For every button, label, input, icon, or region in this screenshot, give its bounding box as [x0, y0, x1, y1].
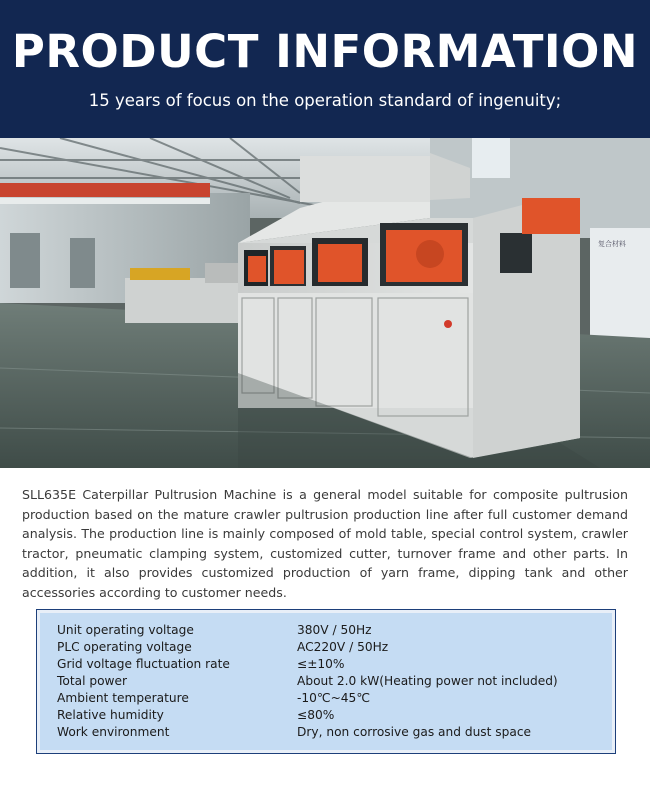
page-subtitle: 15 years of focus on the operation standard of ingenuity;	[88, 91, 562, 110]
spec-name: Total power	[57, 674, 128, 688]
spec-value: AC220V / 50Hz	[297, 640, 389, 654]
spec-value: ≤±10%	[297, 657, 345, 671]
spec-value: -10℃~45℃	[297, 691, 371, 705]
spec-name: Grid voltage fluctuation rate	[57, 657, 230, 671]
machine-photo	[0, 138, 650, 468]
spec-value: About 2.0 kW(Heating power not included)	[297, 674, 558, 688]
product-description: SLL635E Caterpillar Pultrusion Machine is a general model suitable for composite pultrusion production based on the mature crawler pultrusion production line after full customer demand analysis. The production line is mainly composed of mold table, special control system, crawler tractor, pneumatic clamping system, customized cutter, turnover frame and other parts. In addition, it also provides customized production of yarn frame, dipping tank and other accessories according to customer needs.	[22, 487, 628, 600]
spec-value: Dry, non corrosive gas and dust space	[297, 725, 532, 739]
spec-name: Ambient temperature	[57, 691, 189, 705]
specs-table	[36, 609, 616, 754]
background-sign: 复合材料	[598, 240, 626, 248]
spec-name: Work environment	[57, 725, 170, 739]
spec-value: ≤80%	[297, 708, 335, 722]
spec-name: Unit operating voltage	[57, 623, 194, 637]
header-banner	[0, 0, 650, 138]
spec-value: 380V / 50Hz	[297, 623, 372, 637]
spec-name: PLC operating voltage	[57, 640, 192, 654]
page-title: PRODUCT INFORMATION	[11, 25, 639, 78]
spec-name: Relative humidity	[57, 708, 164, 722]
